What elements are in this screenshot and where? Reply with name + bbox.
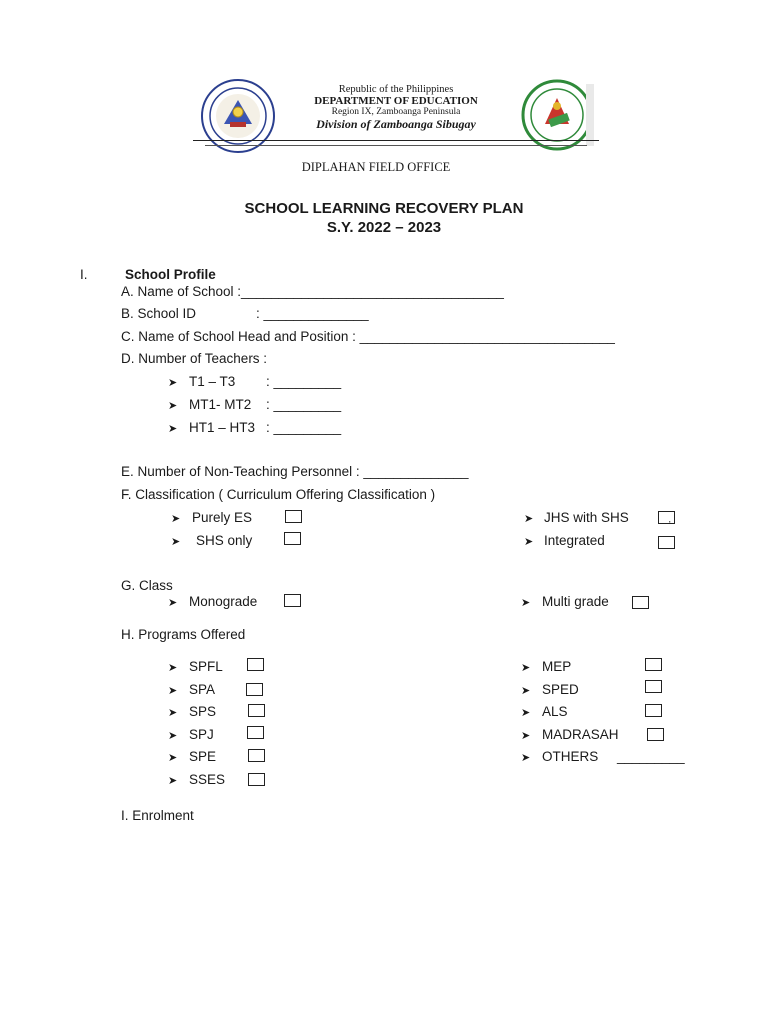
school-id-field: : ______________ [256, 306, 369, 321]
teachers-label: D. Number of Teachers : [121, 351, 268, 366]
bullet-arrow-icon: ➤ [521, 730, 531, 742]
spfl-checkbox[interactable] [247, 658, 264, 671]
section-heading: School Profile [125, 267, 216, 282]
teacher-item-label: T1 – T3 [189, 374, 236, 389]
bullet-arrow-icon: ➤ [521, 752, 531, 764]
bullet-arrow-icon: ➤ [168, 775, 178, 787]
header-republic: Republic of the Philippines [338, 84, 454, 95]
als-checkbox[interactable] [645, 704, 662, 717]
school-head-field: C. Name of School Head and Position : __________________________________ [121, 329, 615, 344]
bullet-arrow-icon: ➤ [168, 377, 178, 389]
sps-checkbox[interactable] [248, 704, 265, 717]
school-id-label: B. School ID [121, 306, 197, 321]
jhs-with-shs-checkbox[interactable] [658, 511, 675, 524]
checkbox-mark: , [668, 514, 671, 524]
multi-grade-checkbox[interactable] [632, 596, 649, 609]
class-label: G. Class [121, 578, 173, 593]
mep-checkbox[interactable] [645, 658, 662, 671]
monograde-checkbox[interactable] [284, 594, 301, 607]
teacher-item-label: MT1- MT2 [189, 397, 252, 412]
field-office: DIPLAHAN FIELD OFFICE [301, 160, 451, 174]
program-label: SPFL [189, 659, 223, 674]
teacher-item-field: : _________ [266, 420, 342, 435]
spj-checkbox[interactable] [247, 726, 264, 739]
program-label: SPA [189, 682, 216, 697]
bullet-arrow-icon: ➤ [168, 752, 178, 764]
program-label: SPED [542, 682, 579, 697]
shs-only-checkbox[interactable] [284, 532, 301, 545]
header-divider [193, 140, 599, 141]
non-teaching-field: E. Number of Non-Teaching Personnel : ______________ [121, 464, 469, 479]
program-label: SPE [189, 749, 217, 764]
program-label: SPJ [189, 727, 214, 742]
section-number: I. [80, 267, 88, 282]
option-label: Monograde [189, 594, 258, 609]
bullet-arrow-icon: ➤ [168, 730, 178, 742]
division-seal-icon [518, 76, 596, 154]
teacher-item-label: HT1 – HT3 [189, 420, 256, 435]
bullet-arrow-icon: ➤ [524, 513, 534, 525]
program-label: SPS [189, 704, 217, 719]
others-field: _________ [617, 749, 685, 764]
teacher-item-field: : _________ [266, 374, 342, 389]
option-label: JHS with SHS [544, 510, 629, 525]
bullet-arrow-icon: ➤ [168, 662, 178, 674]
bullet-arrow-icon: ➤ [521, 662, 531, 674]
programs-label: H. Programs Offered [121, 627, 246, 642]
header-divider-thin [205, 145, 587, 146]
bullet-arrow-icon: ➤ [168, 597, 178, 609]
program-label: MEP [542, 659, 572, 674]
bullet-arrow-icon: ➤ [168, 423, 178, 435]
document-title: SCHOOL LEARNING RECOVERY PLAN [244, 200, 524, 217]
spa-checkbox[interactable] [246, 683, 263, 696]
integrated-checkbox[interactable] [658, 536, 675, 549]
spe-checkbox[interactable] [248, 749, 265, 762]
deped-seal-icon [200, 78, 276, 154]
bullet-arrow-icon: ➤ [521, 685, 531, 697]
purely-es-checkbox[interactable] [285, 510, 302, 523]
bullet-arrow-icon: ➤ [168, 685, 178, 697]
header-department: DEPARTMENT OF EDUCATION [314, 95, 478, 107]
classification-label: F. Classification ( Curriculum Offering Classification ) [121, 487, 436, 502]
header-region: Region IX, Zamboanga Peninsula [331, 107, 461, 117]
option-label: Purely ES [192, 510, 253, 525]
enrolment-label: I. Enrolment [121, 808, 194, 823]
option-label: SHS only [196, 533, 253, 548]
program-label: ALS [542, 704, 568, 719]
bullet-arrow-icon: ➤ [168, 707, 178, 719]
header-division: Division of Zamboanga Sibugay [316, 117, 476, 131]
option-label: Integrated [544, 533, 605, 548]
teacher-item-field: : _________ [266, 397, 342, 412]
bullet-arrow-icon: ➤ [171, 536, 181, 548]
sped-checkbox[interactable] [645, 680, 662, 693]
bullet-arrow-icon: ➤ [171, 513, 181, 525]
bullet-arrow-icon: ➤ [521, 597, 531, 609]
option-label: Multi grade [542, 594, 609, 609]
madrasah-checkbox[interactable] [647, 728, 664, 741]
program-label: SSES [189, 772, 226, 787]
bullet-arrow-icon: ➤ [524, 536, 534, 548]
program-label: MADRASAH [542, 727, 619, 742]
bullet-arrow-icon: ➤ [168, 400, 178, 412]
bullet-arrow-icon: ➤ [521, 707, 531, 719]
program-label: OTHERS [542, 749, 599, 764]
sses-checkbox[interactable] [248, 773, 265, 786]
name-of-school-field: A. Name of School :___________________________________ [121, 284, 504, 299]
school-year: S.Y. 2022 – 2023 [326, 219, 442, 236]
